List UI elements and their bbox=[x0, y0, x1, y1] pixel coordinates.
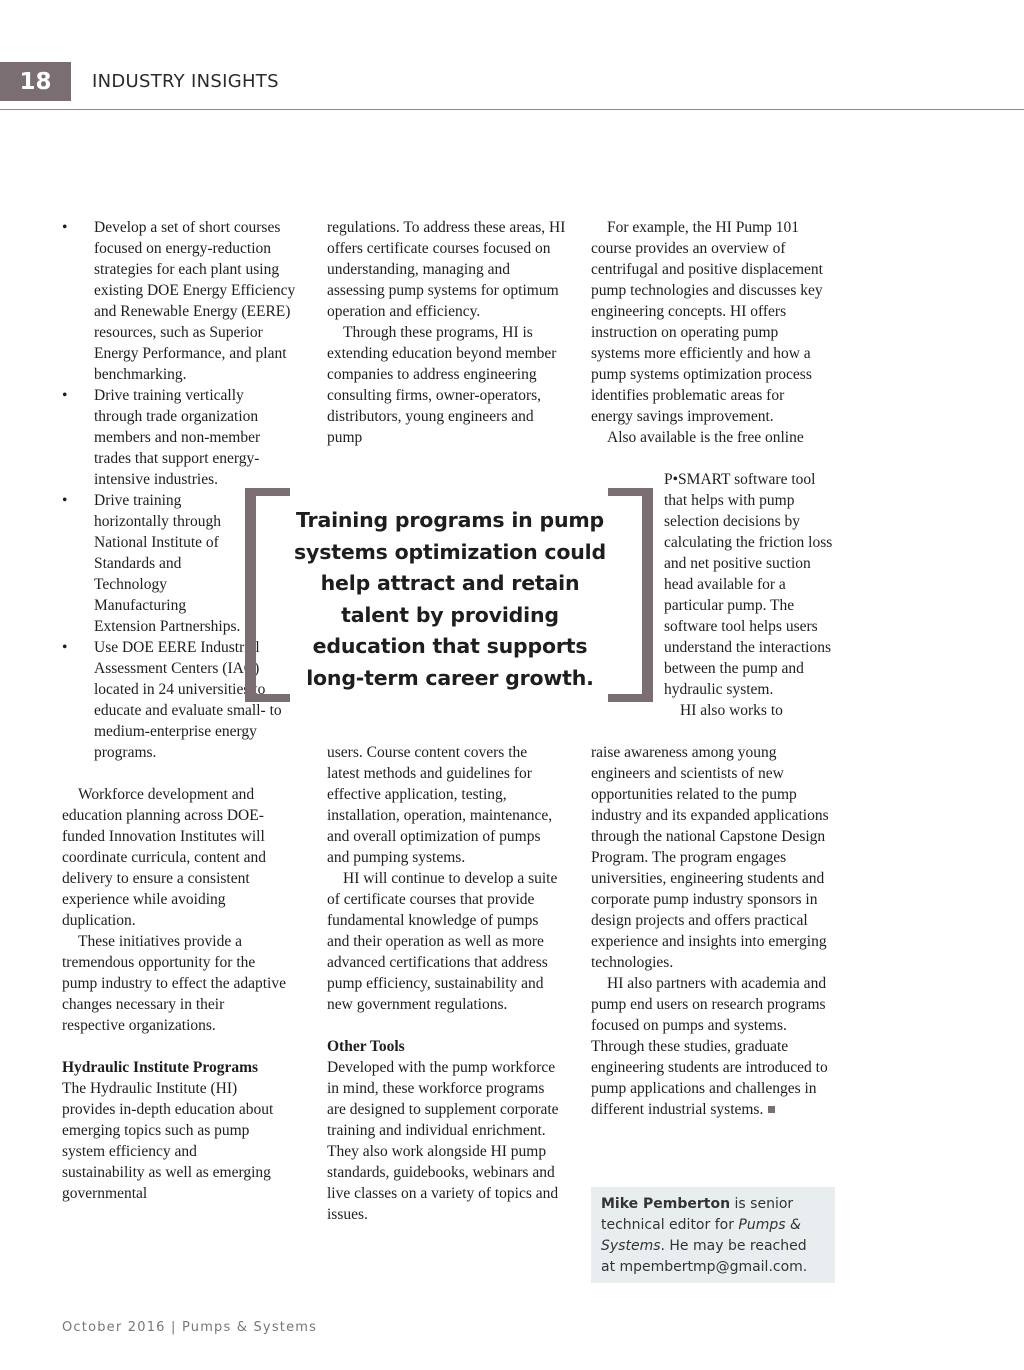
bullet-text: Drive training vertically through trade organization members and non-member trades that support energy-intensive industries. bbox=[94, 387, 261, 488]
list-item bbox=[62, 385, 294, 490]
bullet-text: Drive training horizontally through National Institute of Standards and Technology Manufacturing Extension Partnerships. bbox=[94, 492, 241, 635]
list-item bbox=[62, 217, 304, 385]
header-divider bbox=[0, 109, 1024, 110]
paragraph-text: HI also partners with academia and pump end users on research programs focused on pumps and systems. Through these studies, graduate engineering students are introduced to pump applications and challenges in different industrial systems. bbox=[591, 975, 828, 1118]
paragraph: HI will continue to develop a suite of certificate courses that provide fundamental knowledge of pumps and their operation as well as more advanced certifications that address pump efficiency, sustainability and new government regulations. bbox=[327, 870, 558, 1013]
paragraph: Workforce development and education planning across DOE-funded Innovation Institutes will coordinate curricula, content and delivery to ensure a consistent experience while avoiding duplication. bbox=[62, 786, 266, 929]
paragraph-lead: Also available is the free online bbox=[607, 429, 804, 446]
section-heading: Hydraulic Institute Programs bbox=[62, 1059, 259, 1076]
column-2-continued bbox=[327, 742, 567, 1225]
paragraph: These initiatives provide a tremendous opportunity for the pump industry to effect the adaptive changes necessary in their respective organizations. bbox=[62, 933, 286, 1034]
magazine-name: Pumps & Systems bbox=[181, 1320, 318, 1335]
left-bracket bbox=[245, 488, 290, 702]
pull-quote: Training programs in pump systems optimization could help attract and retain talent by providing education that supports long-term career growth. bbox=[294, 508, 606, 690]
publication-name: Pumps & Systems bbox=[601, 1217, 801, 1254]
list-item bbox=[62, 490, 244, 637]
paragraph-lead: HI also works to bbox=[680, 702, 783, 719]
bullet-text: Use DOE EERE Industrial Assessment Centers (IAC) located in 24 universities to educate and evaluate small- to medium-enterprise energy programs. bbox=[94, 639, 282, 761]
paragraph: P•SMART software tool that helps with pump selection decisions by calculating the friction loss and net positive suction head available for a particular pump. The software tool helps users understand the interactions between the pump and hydraulic system. bbox=[664, 471, 833, 698]
footer bbox=[62, 1320, 317, 1335]
column-3-wrapped bbox=[664, 469, 836, 721]
page-number: 18 bbox=[0, 62, 71, 101]
paragraph: For example, the HI Pump 101 course provides an overview of centrifugal and positive displacement pump technologies and discusses key engineering concepts. HI offers instruction on operating pump systems more efficiently and how a pump systems optimization process identifies problematic areas for energy savings improvement. bbox=[591, 219, 823, 425]
column-2 bbox=[327, 217, 567, 448]
paragraph bbox=[591, 973, 834, 1120]
paragraph: regulations. To address these areas, HI offers certificate courses focused on understanding, managing and assessing pump systems for optimum operation and efficiency. bbox=[327, 219, 566, 320]
author-name: Mike Pemberton bbox=[601, 1196, 731, 1212]
paragraph: Through these programs, HI is extending education beyond member companies to address engineering consulting firms, owner-operators, distributors, young engineers and pump bbox=[327, 324, 557, 446]
section-heading: Other Tools bbox=[327, 1038, 405, 1055]
paragraph: The Hydraulic Institute (HI) provides in-depth education about emerging topics such as pump system efficiency and sustainability as well as emerging governmental bbox=[62, 1080, 274, 1202]
column-3 bbox=[591, 217, 836, 448]
footer-separator: | bbox=[171, 1320, 177, 1335]
paragraph: raise awareness among young engineers and scientists of new opportunities related to the pump industry and its expanded applications through the national Capstone Design Program. The program engages universities, engineering students and corporate pump industry sponsors in design projects and offers practical experience and insights into emerging technologies. bbox=[591, 744, 829, 971]
author-bio bbox=[591, 1187, 835, 1283]
paragraph: Developed with the pump workforce in mind, these workforce programs are designed to supplement corporate training and individual enrichment. They also work alongside HI pump standards, guidebooks, webinars and live classes on a variety of topics and issues. bbox=[327, 1059, 559, 1223]
column-1 bbox=[62, 217, 307, 1204]
bio-text: is senior technical editor for bbox=[601, 1196, 794, 1233]
paragraph: users. Course content covers the latest methods and guidelines for effective application, testing, installation, operation, maintenance, and overall optimization of pumps and pumping systems. bbox=[327, 744, 553, 866]
right-bracket bbox=[608, 488, 653, 702]
section-title: INDUSTRY INSIGHTS bbox=[92, 71, 279, 92]
end-mark-icon bbox=[768, 1106, 775, 1113]
bullet-text: Develop a set of short courses focused on energy-reduction strategies for each plant using existing DOE Energy Efficiency and Renewable Energy (EERE) resources, such as Superior Energy Performance, and plant benchmarking. bbox=[94, 219, 296, 383]
column-3-continued bbox=[591, 742, 836, 1120]
issue-date: October 2016 bbox=[62, 1320, 166, 1335]
bio-text: . He may be reached at mpembertmp@gmail.com. bbox=[601, 1238, 808, 1275]
